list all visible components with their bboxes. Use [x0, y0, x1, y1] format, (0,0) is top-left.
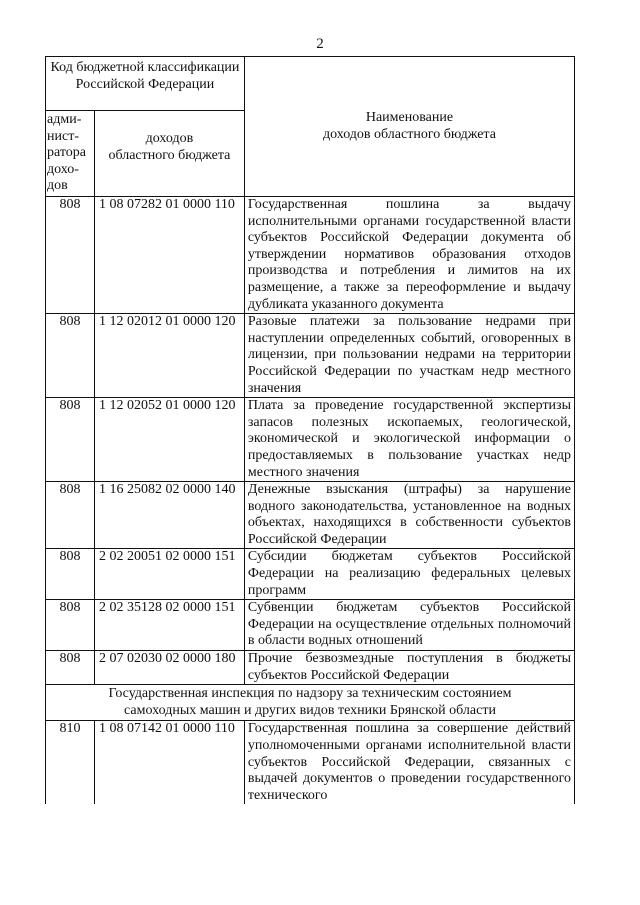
revenue-name-cell: Прочие безвозмездные поступления в бюджеты субъектов Российской Федерации: [244, 651, 574, 685]
header-administrator: [46, 111, 95, 197]
revenue-code-cell: 1 12 02052 01 0000 120: [94, 398, 244, 482]
admin-title-line: адми-: [47, 112, 82, 127]
revenue-code-cell: 2 02 20051 02 0000 151: [94, 549, 244, 600]
table-row: [46, 549, 575, 600]
admin-code-cell: 808: [46, 482, 95, 549]
revenue-name-cell: Денежные взыскания (штрафы) за нарушение водного законодательства, установленное на водных объектах, находящихся в собственности субъектов Российской Федерации: [244, 482, 574, 549]
header-revenue-code: [94, 111, 244, 197]
table-row: [46, 651, 575, 685]
revenue-code-cell: 1 16 25082 02 0000 140: [94, 482, 244, 549]
section-header-row: [46, 685, 575, 721]
revenue-code-cell: 2 02 35128 02 0000 151: [94, 600, 244, 651]
table-row: [46, 600, 575, 651]
admin-code-cell: 808: [46, 197, 95, 314]
admin-code-cell: 808: [46, 549, 95, 600]
admin-code-cell: 808: [46, 398, 95, 482]
code-title-line: доходов: [145, 130, 194, 146]
revenue-name-cell: Разовые платежи за пользование недрами при наступлении определенных событий, оговоренных в лицензии, при пользовании недрами на территории Российской Федерации по участкам недр местного значения: [244, 314, 574, 398]
section-title-line-2: самоходных машин и других видов техники Брянской области: [124, 702, 496, 718]
revenue-code-cell: 1 12 02012 01 0000 120: [94, 314, 244, 398]
revenue-name-cell: Государственная пошлина за выдачу исполнительными органами государственной власти субъектов Российской Федерации документа об утверждении нормативов образования отходов производства и потребления и лимитов на их размещение, а также за переоформление и выдачу дубликата указанного документа: [244, 197, 574, 314]
table-row: [46, 197, 575, 314]
table-row: [46, 398, 575, 482]
budget-classification-table: [45, 56, 575, 804]
revenue-name-cell: Плата за проведение государственной экспертизы запасов полезных ископаемых, геологической, экономической и экологической информации о предоставляемых в пользование участках недр местного значения: [244, 398, 574, 482]
table-row: [46, 482, 575, 549]
admin-title-line: нист-: [47, 128, 79, 144]
admin-code-cell: 808: [46, 314, 95, 398]
admin-code-cell: 810: [46, 721, 95, 804]
header-name-line-1: Наименование: [365, 109, 454, 125]
header-name-line-2: доходов областного бюджета: [322, 126, 496, 142]
revenue-name-cell: Субвенции бюджетам субъектов Российской Федерации на осуществление отдельных полномочий в области водных отношений: [244, 600, 574, 651]
header-revenue-name: [244, 57, 574, 197]
admin-title-line: дов: [47, 178, 68, 194]
page-number: 2: [316, 36, 324, 52]
revenue-code-cell: 1 08 07142 01 0000 110: [94, 721, 244, 804]
header-classification-code: Код бюджетной классификации Российской Федерации: [46, 57, 245, 111]
code-title-line: областного бюджета: [108, 147, 231, 163]
section-title: [46, 685, 575, 721]
revenue-code-cell: 1 08 07282 01 0000 110: [94, 197, 244, 314]
table-row: [46, 721, 575, 804]
revenue-name-cell: Государственная пошлина за совершение действий уполномоченными органами исполнительной власти субъектов Российской Федерации, связанных с выдачей документов о проведении государственного технического: [244, 721, 574, 804]
revenue-name-cell: Субсидии бюджетам субъектов Российской Федерации на реализацию федеральных целевых программ: [244, 549, 574, 600]
admin-title-line: дохо-: [47, 161, 79, 177]
table-header-row: [46, 57, 575, 111]
admin-code-cell: 808: [46, 651, 95, 685]
section-title-line-1: Государственная инспекция по надзору за техническим состоянием: [108, 686, 512, 702]
admin-title-line: ратора: [47, 145, 86, 161]
admin-code-cell: 808: [46, 600, 95, 651]
table-row: [46, 314, 575, 398]
revenue-code-cell: 2 07 02030 02 0000 180: [94, 651, 244, 685]
